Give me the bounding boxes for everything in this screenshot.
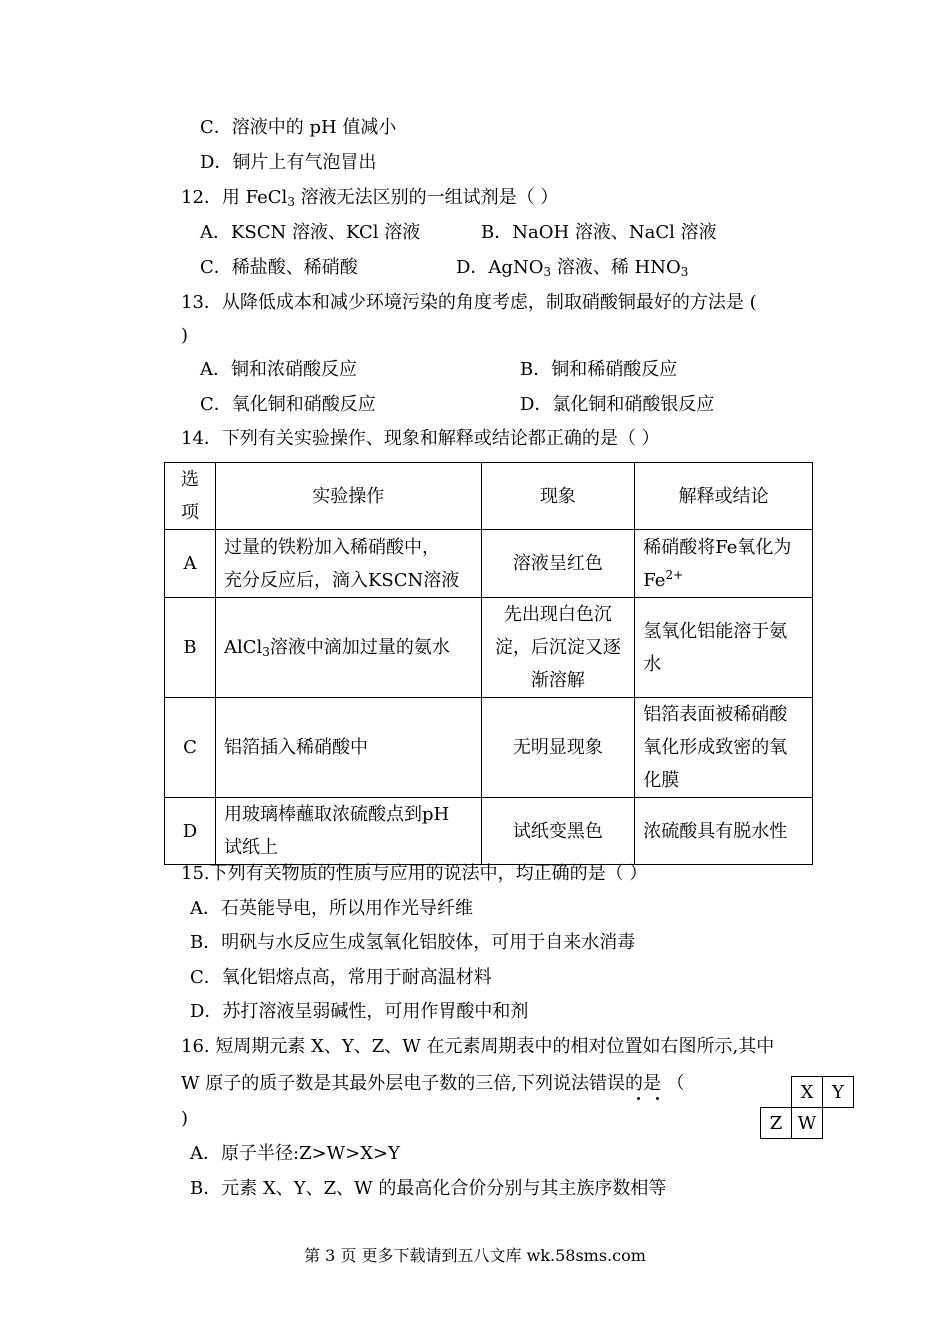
- q15-option-b: B．明矾与水反应生成氢氧化铝胶体，可用于自来水消毒: [190, 932, 636, 953]
- grid-cell-x: X: [791, 1076, 823, 1108]
- q12-option-a: A．KSCN 溶液、KCl 溶液: [200, 222, 421, 243]
- q16-stem-line2: W 原子的质子数是其最外层电子数的三倍,下列说法错误的是 （: [181, 1073, 685, 1094]
- q15-stem: 15.下列有关物质的性质与应用的说法中，均正确的是（ ）: [181, 863, 648, 884]
- row-operation: 用玻璃棒蘸取浓硫酸点到pH 试纸上: [215, 798, 481, 865]
- q16-option-a: A．原子半径:Z>W>X>Y: [190, 1143, 401, 1164]
- page-footer: 第 3 页 更多下载请到五八文库 wk.58sms.com: [304, 1246, 646, 1265]
- q13-option-a: A．铜和浓硝酸反应: [200, 359, 357, 380]
- table-row: [165, 598, 813, 698]
- grid-cell-z: Z: [760, 1107, 792, 1139]
- row-phenomenon: 无明显现象: [481, 698, 635, 798]
- row-operation: AlCl$_3$溶液中滴加过量的氨水: [215, 598, 481, 698]
- q13-option-b: B．铜和稀硝酸反应: [520, 359, 678, 380]
- grid-cell-y: Y: [822, 1076, 854, 1108]
- q13-stem-line1: 13．从降低成本和减少环境污染的角度考虑，制取硝酸铜最好的方法是 (: [181, 292, 757, 313]
- q15-option-c: C．氧化铝熔点高，常用于耐高温材料: [190, 967, 492, 988]
- table-header-row: [165, 463, 813, 530]
- row-option: C: [165, 698, 216, 798]
- row-explanation: 氢氧化铝能溶于氨 水: [635, 598, 813, 698]
- row-option: A: [165, 530, 216, 598]
- row-phenomenon: 先出现白色沉 淀，后沉淀又逐 渐溶解: [481, 598, 635, 698]
- row-phenomenon: 试纸变黑色: [481, 798, 635, 865]
- row-operation: 过量的铁粉加入稀硝酸中， 充分反应后，滴入KSCN溶液: [215, 530, 481, 598]
- q11-option-d: D．铜片上有气泡冒出: [200, 152, 377, 173]
- row-phenomenon: 溶液呈红色: [481, 530, 635, 598]
- experiment-table: [164, 462, 813, 865]
- table-row: [165, 530, 813, 598]
- q12-option-c: C．稀盐酸、稀硝酸: [200, 257, 358, 278]
- row-explanation: 稀硝酸将Fe氧化为 $Fe^{2+}$: [635, 530, 813, 598]
- q12-option-d: D．AgNO$_3$ 溶液、稀 $HNO_3$: [456, 257, 689, 279]
- q16-option-b: B．元素 X、Y、Z、W 的最高化合价分别与其主族序数相等: [190, 1178, 667, 1199]
- q11-option-c: C．溶液中的 pH 值减小: [200, 117, 397, 138]
- grid-cell-w: W: [791, 1107, 823, 1139]
- q12-stem: 12．用 FeCl$_3$ 溶液无法区别的一组试剂是（ ）: [181, 187, 559, 209]
- header-operation: 实验操作: [215, 463, 481, 530]
- q13-option-c: C．氧化铜和硝酸反应: [200, 394, 376, 415]
- q15-option-a: A．石英能导电，所以用作光导纤维: [190, 898, 473, 919]
- header-explanation: 解释或结论: [635, 463, 813, 530]
- row-option: D: [165, 798, 216, 865]
- q13-option-d: D．氯化铜和硝酸银反应: [520, 394, 715, 415]
- emphasis-dot: [656, 1097, 659, 1100]
- q13-stem-line2: ): [181, 325, 189, 346]
- table-row: [165, 798, 813, 865]
- header-phenomenon: 现象: [481, 463, 635, 530]
- emphasis-dot: [637, 1097, 640, 1100]
- q16-stem-line1: 16. 短周期元素 X、Y、Z、W 在元素周期表中的相对位置如右图所示,其中: [181, 1036, 775, 1057]
- q15-option-d: D．苏打溶液呈弱碱性，可用作胃酸中和剂: [190, 1001, 529, 1022]
- row-explanation: 浓硫酸具有脱水性: [635, 798, 813, 865]
- table-row: [165, 698, 813, 798]
- row-option: B: [165, 598, 216, 698]
- q12-option-b: B．NaOH 溶液、NaCl 溶液: [481, 222, 717, 243]
- row-operation: 铝箔插入稀硝酸中: [215, 698, 481, 798]
- q16-stem-line3: ): [181, 1108, 189, 1129]
- q14-stem: 14．下列有关实验操作、现象和解释或结论都正确的是（ ）: [181, 428, 660, 449]
- header-option: 选 项: [165, 463, 216, 530]
- row-explanation: 铝箔表面被稀硝酸 氧化形成致密的氧 化膜: [635, 698, 813, 798]
